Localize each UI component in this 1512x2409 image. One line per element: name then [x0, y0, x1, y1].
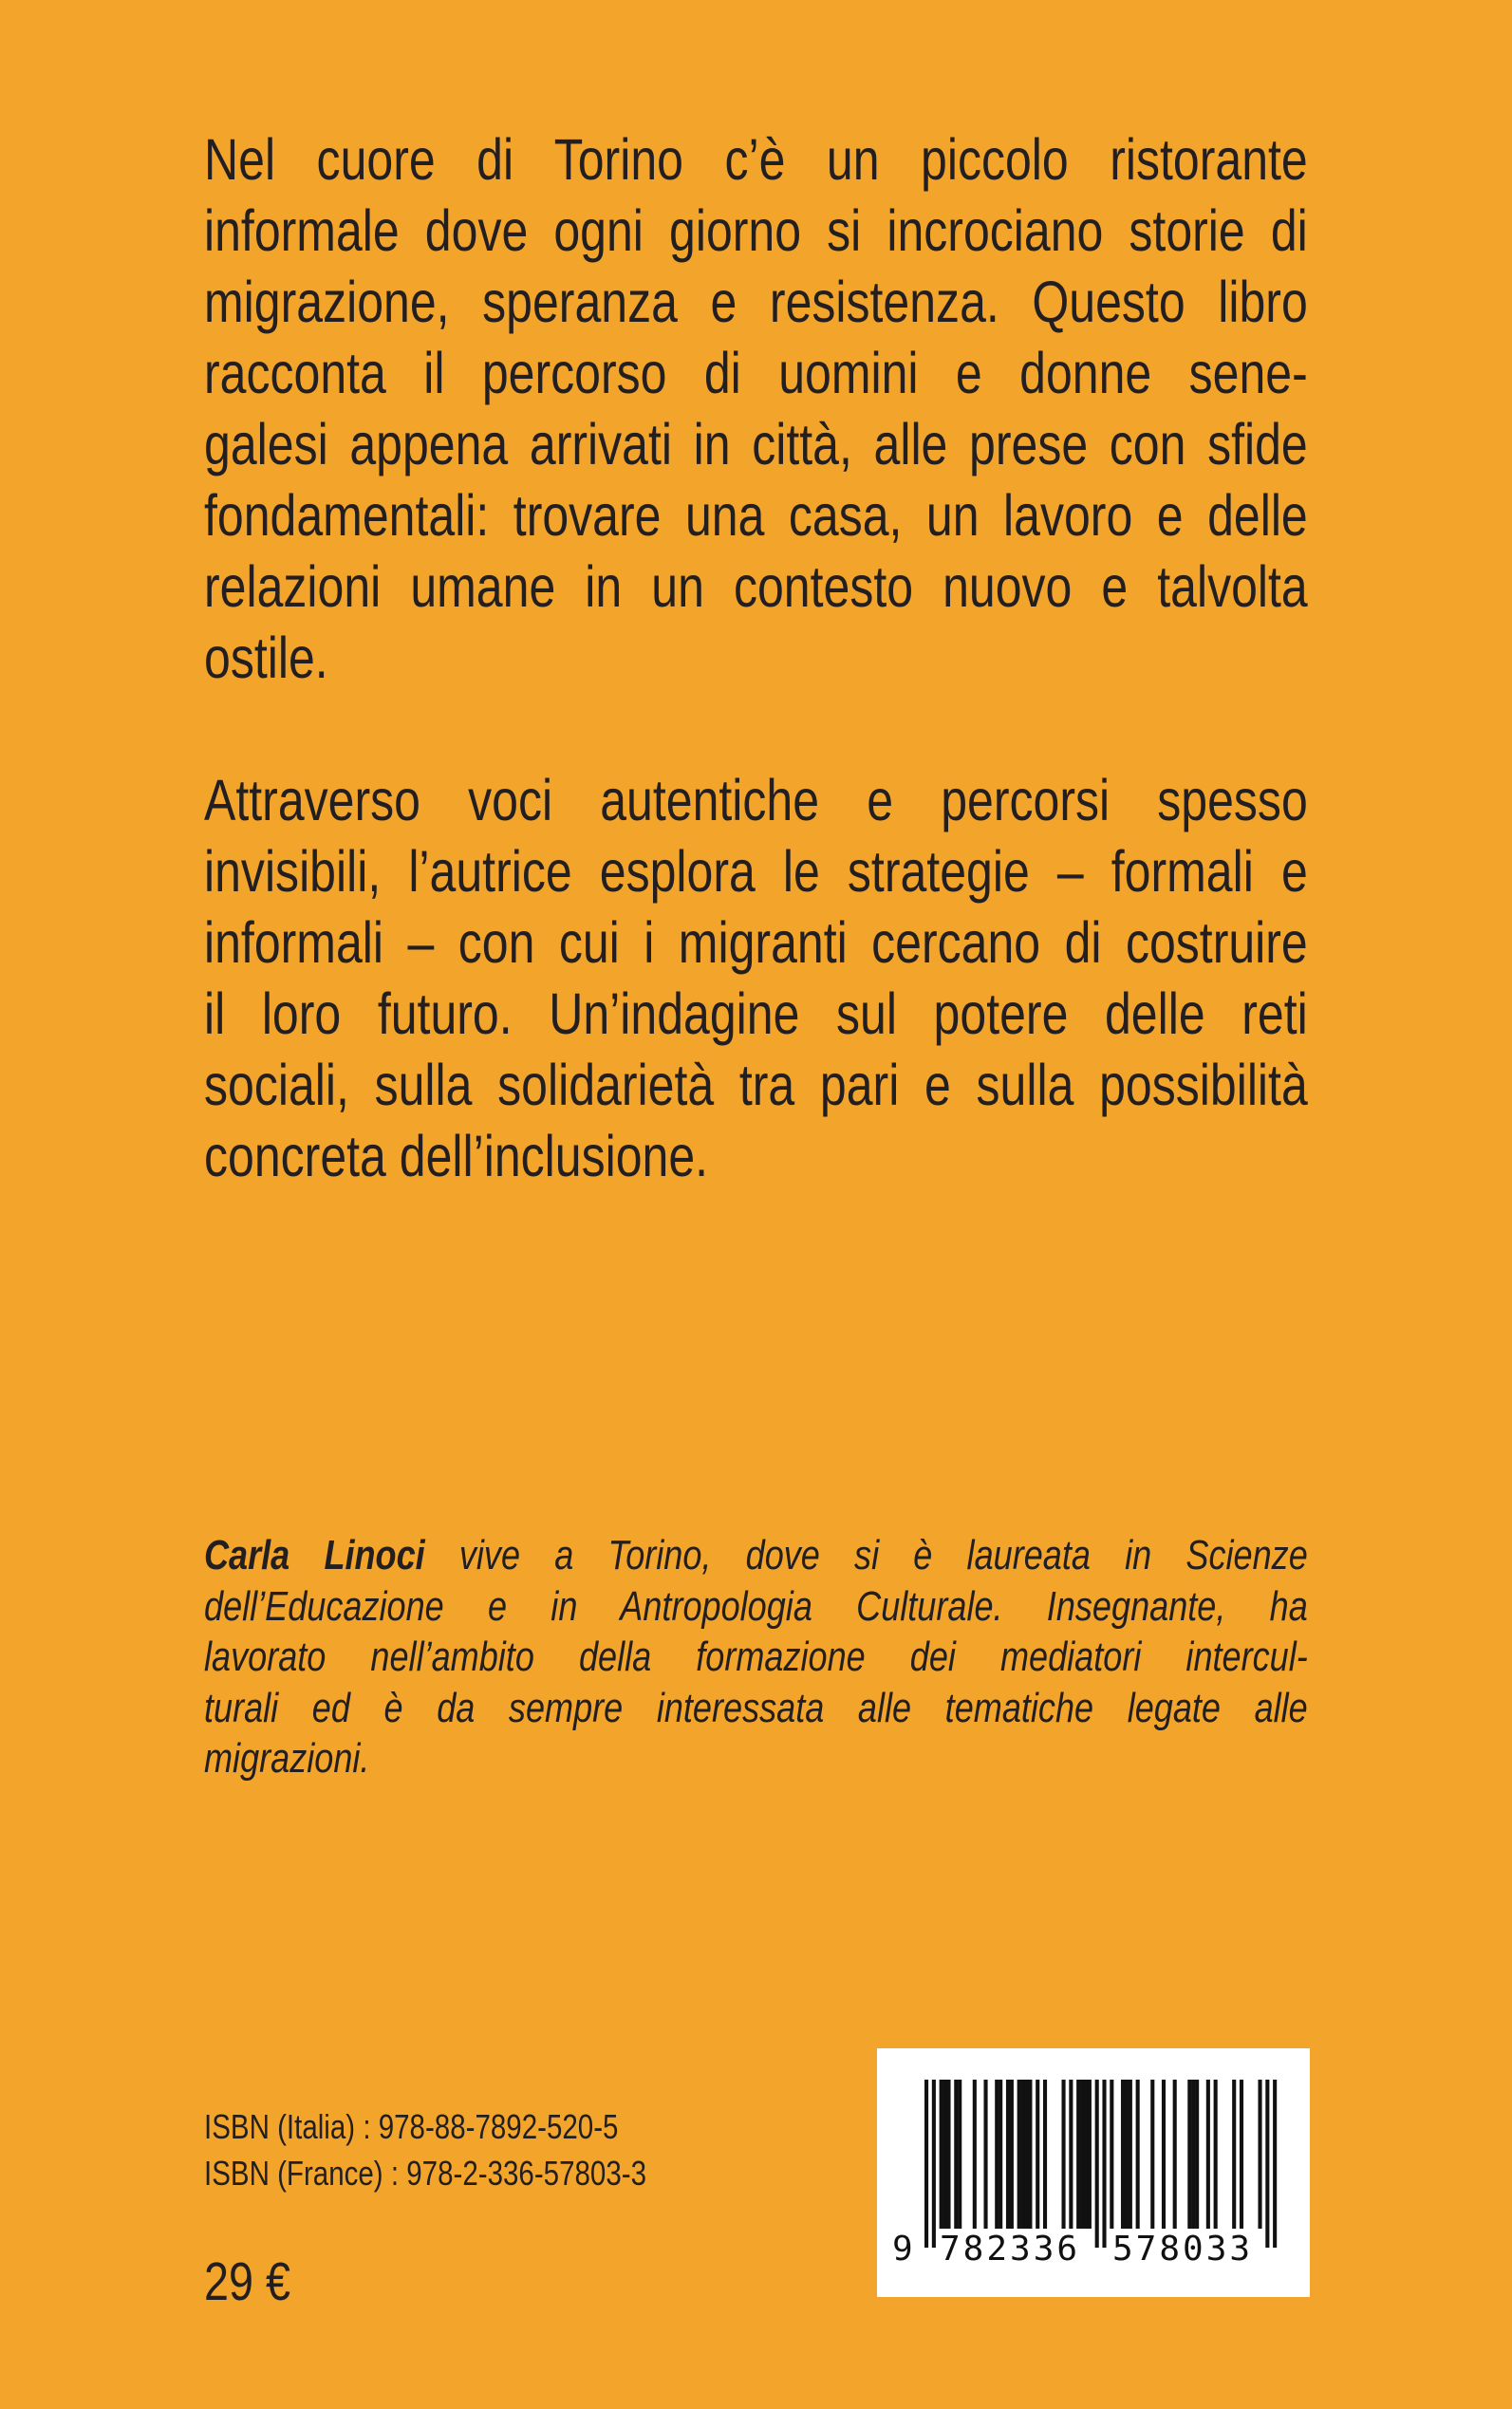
isbn-italia: ISBN (Italia) : 978-88-7892-520-5 — [204, 2107, 619, 2146]
synopsis-line: migrazione, speranza e resistenza. Questo libro — [204, 270, 1308, 334]
synopsis-line: concreta dell’inclusione. — [204, 1124, 709, 1188]
synopsis-line: racconta il percorso di uomini e donne sene- — [204, 341, 1308, 405]
author-bio — [204, 1530, 1308, 1784]
isbn-block — [204, 2103, 646, 2196]
author-bio-line: lavorato nell’ambito della formazione dei mediatori intercul- — [204, 1634, 1308, 1680]
synopsis-line: fondamentali: trovare una casa, un lavoro e delle — [204, 483, 1308, 548]
synopsis-line: informale dove ogni giorno si incrociano storie di — [204, 198, 1308, 263]
price: 29 € — [204, 2251, 290, 2312]
author-bio-line: turali ed è da sempre interessata alle tematiche legate alle — [204, 1684, 1308, 1731]
synopsis-paragraph-1 — [204, 124, 1308, 694]
barcode-lead-digit: 9 — [892, 2230, 913, 2269]
synopsis-line: Attraverso voci autentiche e percorsi spesso — [204, 768, 1308, 832]
author-bio-text: vive a Torino, dove si è laureata in Scienze — [424, 1532, 1308, 1578]
isbn-france: ISBN (France) : 978-2-336-57803-3 — [204, 2154, 647, 2193]
barcode-right-digits: 578033 — [1112, 2230, 1254, 2269]
synopsis-line: galesi appena arrivati in città, alle prese con sfide — [204, 412, 1308, 476]
author-bio-line: dell’Educazione e in Antropologia Culturale. Insegnante, ha — [204, 1582, 1308, 1630]
synopsis-line: il loro futuro. Un’indagine sul potere delle reti — [204, 981, 1308, 1046]
author-bio-line — [204, 1530, 1308, 1581]
synopsis-line: Nel cuore di Torino c’è un piccolo ristorante — [204, 127, 1308, 192]
synopsis-line: ostile. — [204, 626, 328, 690]
synopsis-line: invisibili, l’autrice esplora le strategie – formali e — [204, 839, 1308, 904]
synopsis-line: informali – con cui i migranti cercano di costruire — [204, 910, 1308, 975]
author-name: Carla Linoci — [204, 1532, 425, 1578]
author-bio-line: migrazioni. — [204, 1735, 370, 1782]
synopsis-line: relazioni umane in un contesto nuovo e talvolta — [204, 554, 1308, 619]
synopsis-paragraph-2 — [204, 765, 1308, 1192]
synopsis-line: sociali, sulla solidarietà tra pari e sulla possibilità — [204, 1053, 1308, 1117]
barcode-left-digits: 782336 — [940, 2230, 1081, 2269]
